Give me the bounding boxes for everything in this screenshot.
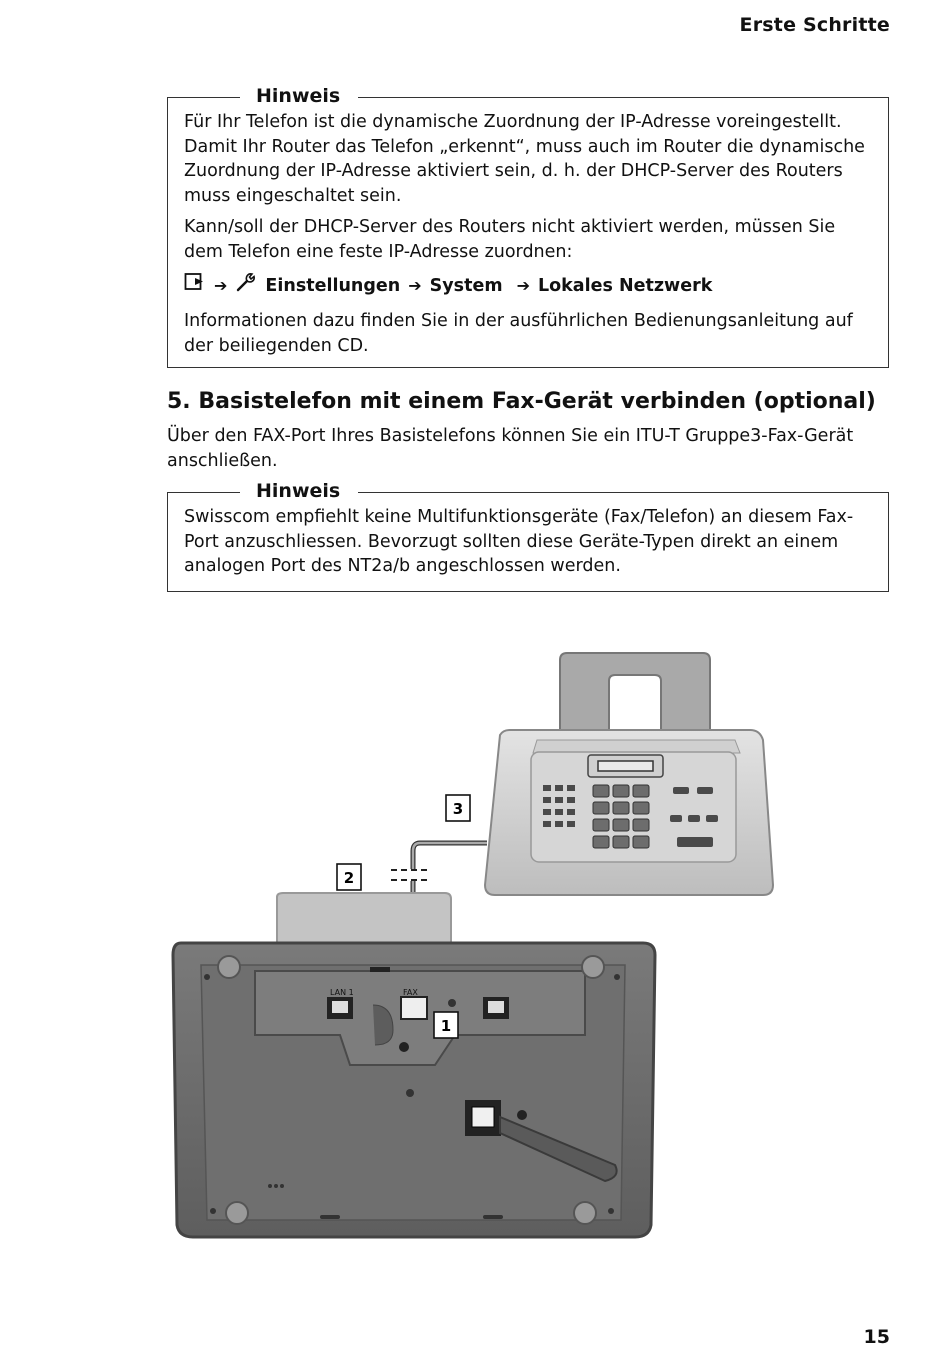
section-intro: Über den FAX-Port Ihres Basistelefons können Sie ein ITU-T Gruppe3-Fax-Gerät anschließen. (167, 426, 854, 471)
page-number: 15 (863, 1326, 890, 1348)
note-paragraph: Informationen dazu finden Sie in der ausführlichen Bedienungsanleitung auf der beiliegenden CD. (184, 311, 853, 356)
note-paragraph: Swisscom empfiehlt keine Multifunktionsgeräte (Fax/Telefon) an diesem Fax-Port anzuschliessen. Bevorzugt sollten diese Geräte-Typen direkt an einem analogen Port des NT2a/b angeschlossen werden. (184, 507, 854, 576)
arrow-right-icon: ➔ (214, 275, 228, 295)
svg-text:2: 2 (343, 869, 355, 887)
svg-text:1: 1 (440, 1017, 452, 1035)
callout-2 (337, 864, 361, 890)
menu-path-item-settings: Einstellungen (265, 275, 401, 296)
fax-connection-diagram (165, 645, 785, 1245)
connection-illustration (165, 645, 785, 1245)
menu-path (184, 271, 872, 300)
port-label-fax: FAX (403, 988, 418, 997)
menu-path-item-network: Lokales Netzwerk (537, 275, 713, 296)
port-label-lan: LAN 1 (330, 988, 354, 997)
menu-icon (184, 272, 206, 299)
wrench-icon (235, 271, 257, 300)
menu-path-item-system: System (429, 275, 503, 296)
section-heading: 5. Basistelefon mit einem Fax-Gerät verbinden (optional) (167, 389, 876, 414)
note-paragraph: Kann/soll der DHCP-Server des Routers nicht aktiviert werden, müssen Sie dem Telefon eine feste IP-Adresse zuordnen: (184, 217, 836, 262)
note-label: Hinweis (240, 83, 358, 109)
note-paragraph: Für Ihr Telefon ist die dynamische Zuordnung der IP-Adresse voreingestellt. Damit Ihr Router das Telefon „erkennt“, muss auch im Router die dynamische Zuordnung der IP-Adresse aktiviert sein, d. h. der DHCP-Server des Routers muss eingeschaltet sein. (184, 112, 865, 206)
note-box-fax (167, 480, 889, 592)
cable-break-marks (391, 869, 435, 881)
base-station (173, 893, 655, 1237)
callout-1 (434, 1012, 458, 1038)
header-section-title: Erste Schritte (739, 14, 890, 36)
note-label: Hinweis (240, 478, 358, 504)
note-box-ip (167, 85, 889, 368)
arrow-right-icon: ➔ (408, 275, 422, 295)
callout-3 (446, 795, 470, 821)
svg-text:3: 3 (452, 800, 464, 818)
fax-machine (485, 653, 773, 895)
arrow-right-icon: ➔ (516, 275, 530, 295)
